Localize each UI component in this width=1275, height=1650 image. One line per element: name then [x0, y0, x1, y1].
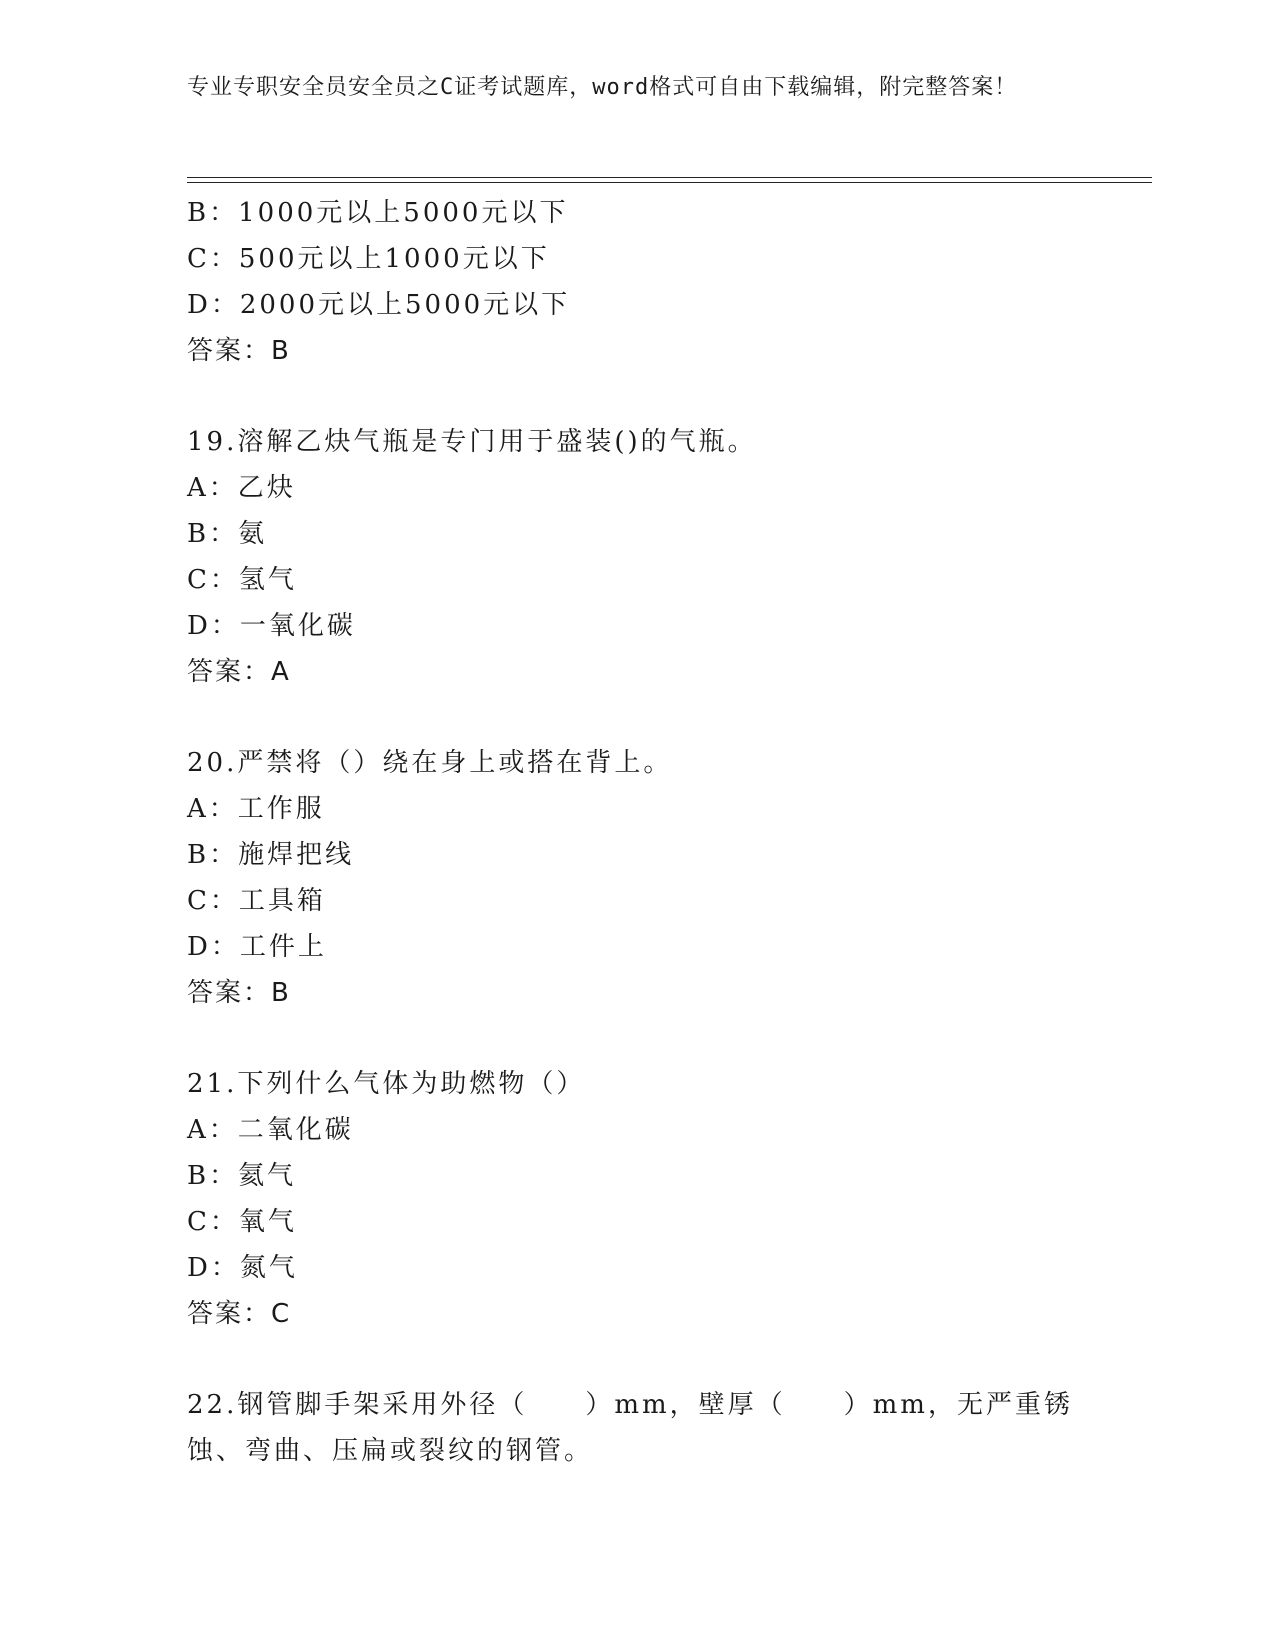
question-20 — [187, 740, 1107, 1016]
option-c: C：氢气 — [187, 565, 297, 595]
option-c: C：工具箱 — [187, 886, 326, 916]
option-d: D：氮气 — [187, 1253, 298, 1283]
header-divider-bottom — [187, 182, 1152, 183]
option-d: D：2000元以上5000元以下 — [187, 290, 571, 320]
option-b: B：氨 — [187, 519, 268, 549]
option-d: D：一氧化碳 — [187, 611, 356, 641]
option-d: D：工件上 — [187, 932, 327, 962]
question-text: 22.钢管脚手架采用外径（ ）mm，壁厚（ ）mm，无严重锈蚀、弯曲、压扁或裂纹的钢管。 — [187, 1390, 1073, 1466]
option-b: B：1000元以上5000元以下 — [187, 198, 569, 228]
option-b: B：施焊把线 — [187, 840, 355, 870]
question-list — [187, 190, 1107, 1474]
answer: 答案：C — [187, 1299, 292, 1329]
option-a: A：乙炔 — [187, 473, 296, 503]
answer: 答案：B — [187, 978, 291, 1008]
document-header: 专业专职安全员安全员之C证考试题库，word格式可自由下载编辑，附完整答案！ — [187, 75, 1018, 100]
answer: 答案：B — [187, 336, 291, 366]
option-b: B：氦气 — [187, 1161, 297, 1191]
question-21 — [187, 1061, 1107, 1337]
option-c: C：氧气 — [187, 1207, 297, 1237]
answer: 答案：A — [187, 657, 291, 687]
question-18-tail — [187, 190, 1107, 374]
option-a: A：二氧化碳 — [187, 1115, 354, 1145]
option-c: C：500元以上1000元以下 — [187, 244, 550, 274]
question-22 — [187, 1382, 1107, 1474]
question-text: 19.溶解乙炔气瓶是专门用于盛装()的气瓶。 — [187, 427, 757, 457]
question-19 — [187, 419, 1107, 695]
question-text: 21.下列什么气体为助燃物（） — [187, 1069, 586, 1099]
question-text: 20.严禁将（）绕在身上或搭在背上。 — [187, 748, 673, 778]
header-divider-top — [187, 177, 1152, 178]
option-a: A：工作服 — [187, 794, 325, 824]
